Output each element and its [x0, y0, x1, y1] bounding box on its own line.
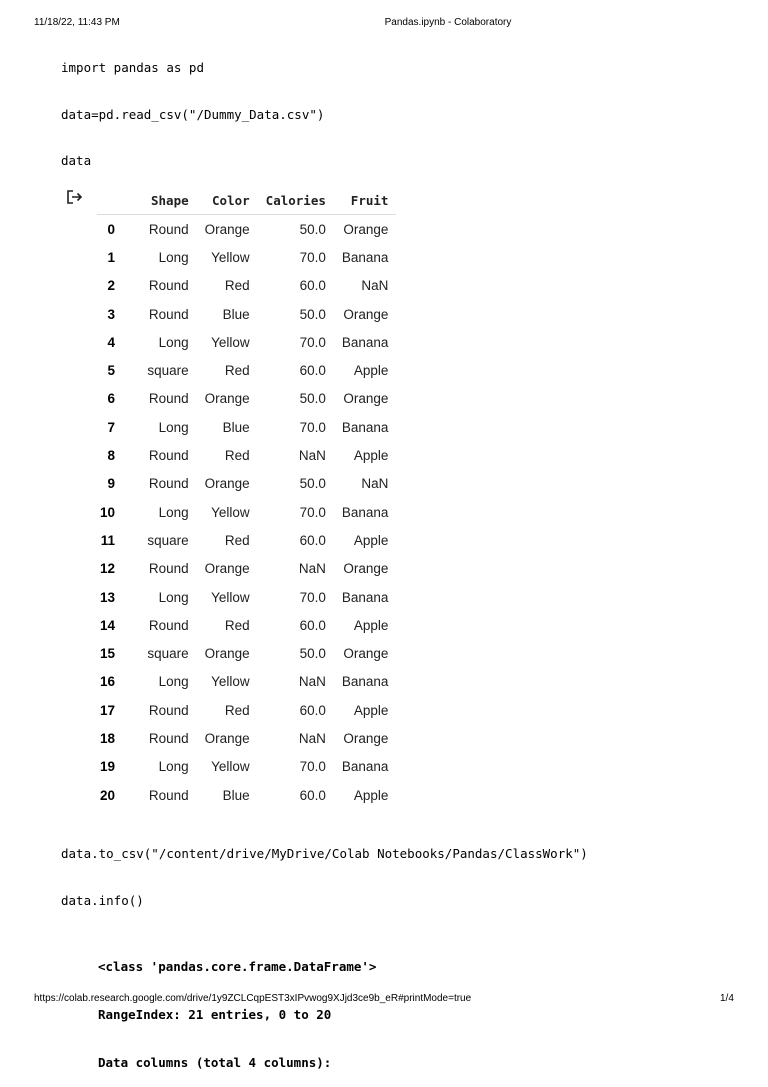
table-cell: Banana [341, 674, 389, 690]
table-cell: 60.0 [299, 702, 326, 718]
table-row [97, 356, 396, 384]
row-index: 4 [107, 334, 115, 350]
table-row [97, 385, 396, 413]
table-cell: NaN [361, 278, 389, 294]
table-cell: Long [158, 419, 189, 435]
table-cell: Round [148, 561, 189, 577]
table-cell: Orange [343, 730, 389, 746]
table-cell: Orange [204, 561, 250, 577]
table-cell: 70.0 [299, 334, 326, 350]
table-row [97, 441, 396, 469]
table-cell: Red [224, 532, 250, 548]
row-index: 8 [107, 448, 115, 464]
row-index: 16 [99, 674, 115, 690]
table-cell: Yellow [211, 759, 250, 775]
table-row [97, 498, 396, 526]
table-row [97, 328, 396, 356]
table-cell: Apple [353, 617, 389, 633]
table-cell: Round [148, 448, 189, 464]
code-cell-info[interactable]: data.info() [61, 893, 144, 908]
row-index: 14 [99, 617, 115, 633]
table-row [97, 724, 396, 752]
table-cell: 60.0 [299, 787, 326, 803]
print-datetime: 11/18/22, 11:43 PM [34, 17, 120, 28]
table-cell: Orange [343, 306, 389, 322]
table-cell: Blue [222, 419, 250, 435]
table-row [97, 753, 396, 781]
table-cell: Long [158, 589, 189, 605]
table-cell: Round [148, 278, 189, 294]
print-page-title: Pandas.ipynb - Colaboratory [384, 17, 512, 28]
table-cell: Round [148, 617, 189, 633]
dataframe-body [97, 215, 396, 810]
table-cell: Apple [353, 448, 389, 464]
table-cell: Red [224, 702, 250, 718]
table-cell: 70.0 [299, 504, 326, 520]
table-cell: NaN [298, 730, 326, 746]
table-cell: Banana [341, 589, 389, 605]
row-index: 7 [107, 419, 115, 435]
code-cell-to-csv[interactable]: data.to_csv("/content/drive/MyDrive/Colab Notebooks/Pandas/ClassWork") [61, 846, 588, 861]
row-index: 20 [99, 787, 115, 803]
table-row [97, 243, 396, 271]
table-cell: 60.0 [299, 617, 326, 633]
table-cell: NaN [361, 476, 389, 492]
table-cell: Orange [343, 221, 389, 237]
table-cell: Long [158, 674, 189, 690]
table-cell: Long [158, 249, 189, 265]
row-index: 11 [100, 532, 115, 548]
table-cell: 50.0 [299, 306, 326, 322]
row-index: 12 [99, 561, 115, 577]
table-cell: Orange [204, 730, 250, 746]
table-cell: Apple [353, 532, 389, 548]
row-index: 6 [107, 391, 115, 407]
table-cell: Banana [341, 504, 389, 520]
output-arrow-icon[interactable] [66, 189, 84, 205]
table-cell: square [147, 363, 189, 379]
dataframe-header-row [97, 186, 396, 215]
table-cell: Orange [204, 391, 250, 407]
table-cell: Yellow [211, 334, 250, 350]
info-output-line: RangeIndex: 21 entries, 0 to 20 [98, 1007, 332, 1022]
table-cell: Red [224, 448, 250, 464]
print-url: https://colab.research.google.com/drive/1y9ZCLCqpEST3xIPvwog9XJjd3ce9b_eR#printMode=true [34, 993, 472, 1004]
table-cell: square [147, 532, 189, 548]
table-cell: Banana [341, 334, 389, 350]
table-cell: Banana [341, 249, 389, 265]
table-row [97, 611, 396, 639]
table-cell: 50.0 [299, 646, 326, 662]
row-index: 10 [99, 504, 115, 520]
row-index: 15 [99, 646, 115, 662]
table-cell: Round [148, 306, 189, 322]
table-cell: square [147, 646, 189, 662]
table-cell: 50.0 [299, 221, 326, 237]
row-index: 9 [107, 476, 115, 492]
table-cell: Orange [343, 561, 389, 577]
table-cell: 70.0 [299, 249, 326, 265]
table-cell: Yellow [211, 589, 250, 605]
row-index: 5 [107, 363, 115, 379]
column-header: Fruit [334, 186, 397, 215]
table-cell: Yellow [211, 674, 250, 690]
column-header: Color [197, 186, 258, 215]
column-header: Calories [258, 186, 334, 215]
table-row [97, 555, 396, 583]
table-cell: 60.0 [299, 532, 326, 548]
code-cell-import[interactable]: import pandas as pd [61, 60, 204, 75]
table-cell: Round [148, 476, 189, 492]
table-cell: 70.0 [299, 759, 326, 775]
table-row [97, 470, 396, 498]
info-output-line: <class 'pandas.core.frame.DataFrame'> [98, 959, 377, 974]
table-cell: Blue [222, 306, 250, 322]
print-page-number: 1/4 [720, 993, 734, 1004]
table-cell: 60.0 [299, 363, 326, 379]
info-output [98, 927, 376, 1087]
table-cell: Orange [204, 476, 250, 492]
table-cell: Apple [353, 363, 389, 379]
table-cell: Long [158, 504, 189, 520]
table-cell: 60.0 [299, 278, 326, 294]
table-cell: Round [148, 702, 189, 718]
table-row [97, 272, 396, 300]
table-row [97, 300, 396, 328]
column-header: Shape [121, 186, 197, 215]
table-cell: Orange [343, 646, 389, 662]
table-row [97, 583, 396, 611]
table-cell: Banana [341, 419, 389, 435]
table-row [97, 781, 396, 809]
table-row [97, 215, 396, 244]
table-cell: 70.0 [299, 419, 326, 435]
table-cell: Blue [222, 787, 250, 803]
dataframe-table [97, 186, 396, 809]
row-index: 0 [107, 221, 115, 237]
table-cell: Long [158, 334, 189, 350]
table-cell: Banana [341, 759, 389, 775]
table-row [97, 696, 396, 724]
row-index: 2 [107, 278, 115, 294]
table-cell: Round [148, 391, 189, 407]
table-cell: Round [148, 787, 189, 803]
table-cell: Apple [353, 702, 389, 718]
table-cell: 50.0 [299, 476, 326, 492]
table-row [97, 413, 396, 441]
table-cell: Yellow [211, 504, 250, 520]
row-index: 1 [107, 249, 115, 265]
row-index: 19 [99, 759, 115, 775]
table-cell: NaN [298, 674, 326, 690]
table-cell: Red [224, 278, 250, 294]
row-index: 18 [99, 730, 115, 746]
table-cell: Orange [204, 646, 250, 662]
table-cell: NaN [298, 448, 326, 464]
table-cell: NaN [298, 561, 326, 577]
info-output-line: Data columns (total 4 columns): [98, 1055, 332, 1070]
table-row [97, 526, 396, 554]
code-cell-read-csv[interactable]: data=pd.read_csv("/Dummy_Data.csv") [61, 107, 325, 122]
row-index: 3 [107, 306, 115, 322]
row-index: 17 [99, 702, 115, 718]
code-cell-show-data[interactable]: data [61, 153, 92, 168]
table-row [97, 668, 396, 696]
table-row [97, 639, 396, 667]
table-cell: Round [148, 221, 189, 237]
table-cell: Orange [204, 221, 250, 237]
table-cell: Long [158, 759, 189, 775]
table-cell: Yellow [211, 249, 250, 265]
table-cell: Orange [343, 391, 389, 407]
table-cell: Red [224, 617, 250, 633]
table-cell: Red [224, 363, 250, 379]
index-header [97, 186, 121, 215]
table-cell: 70.0 [299, 589, 326, 605]
table-cell: Round [148, 730, 189, 746]
table-cell: Apple [353, 787, 389, 803]
row-index: 13 [99, 589, 115, 605]
table-cell: 50.0 [299, 391, 326, 407]
